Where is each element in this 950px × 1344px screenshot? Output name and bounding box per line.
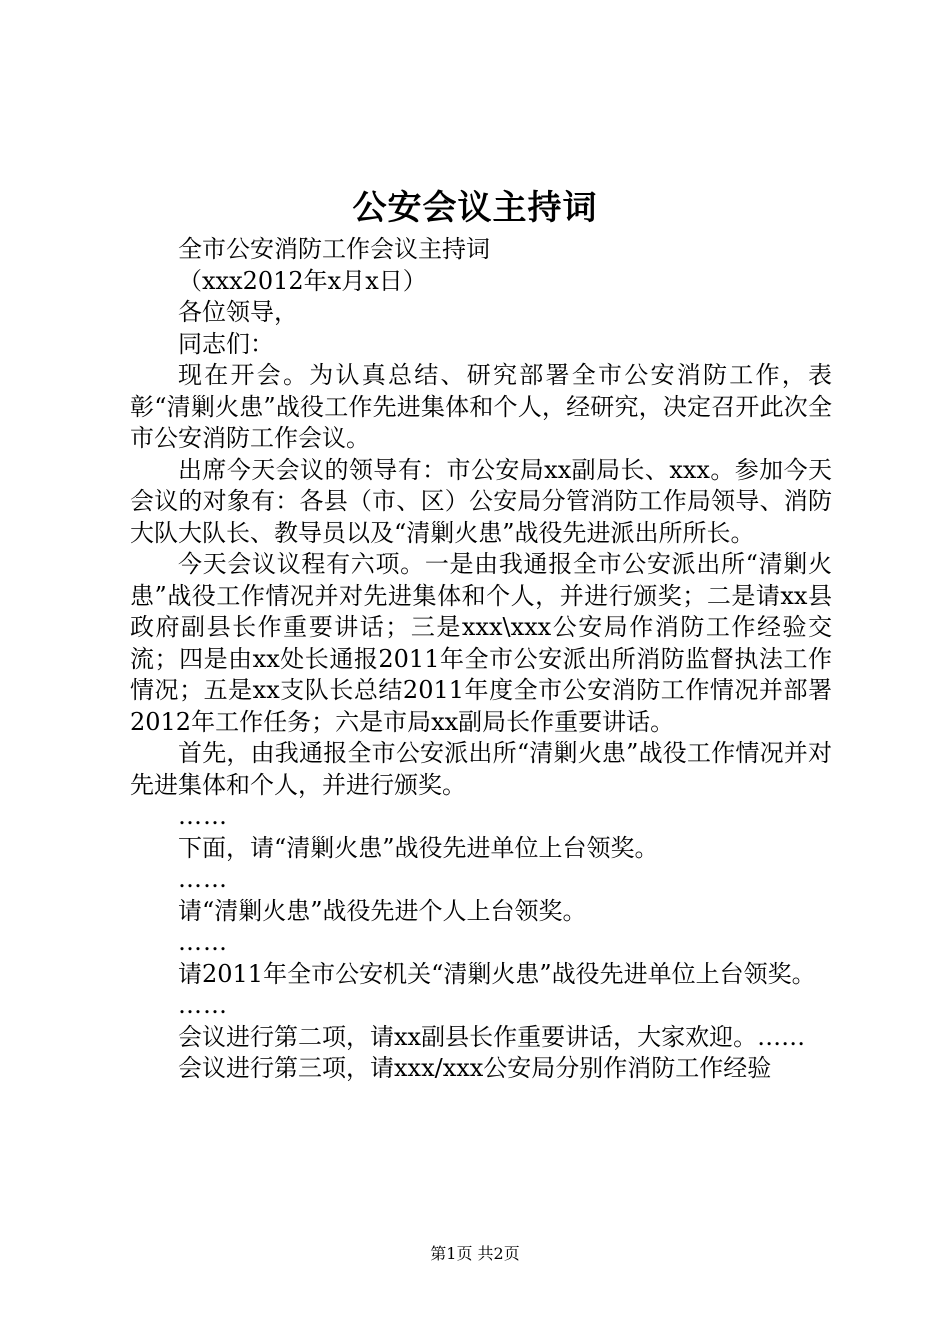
paragraph-first-item: 首先，由我通报全市公安派出所“清剿火患”战役工作情况并对先进集体和个人，并进行颁奖。 xyxy=(130,739,832,799)
ellipsis: …… xyxy=(178,865,228,893)
page-indicator: 第1页 共2页 xyxy=(430,1244,520,1263)
paragraph-opening: 现在开会。为认真总结、研究部署全市公安消防工作，表彰“清剿火患”战役工作先进集体和个人，经研究，决定召开此次全市公安消防工作会议。 xyxy=(130,361,832,452)
paragraph-agenda: 今天会议议程有六项。一是由我通报全市公安派出所“清剿火患”战役工作情况并对先进集体和个人，并进行颁奖；二是请xx县政府副县长作重要讲话；三是xxx\xxx公安局作消防工作经验交流；四是由xx处长通报2011年全市公安派出所消防监督执法工作情况；五是xx支队长总结2011年度全市公安消防工作情况并部署2012年工作任务；六是市局xx副局长作重要讲话。 xyxy=(130,550,832,736)
document-body xyxy=(130,234,832,1085)
paragraph-award-2011-units: 请2011年全市公安机关“清剿火患”战役先进单位上台领奖。 xyxy=(178,959,816,988)
date-line: （xxx2012年x月x日） xyxy=(178,266,427,295)
paragraph-attendees: 出席今天会议的领导有：市公安局xx副局长、xxx。参加今天会议的对象有：各县（市、区）公安局分管消防工作局领导、消防大队大队长、教导员以及“清剿火患”战役先进派出所所长。 xyxy=(130,455,832,547)
paragraph-third-item: 会议进行第三项，请xxx/xxx公安局分别作消防工作经验 xyxy=(178,1054,772,1082)
ellipsis: …… xyxy=(178,991,228,1019)
paragraph-award-units: 下面，请“清剿火患”战役先进单位上台领奖。 xyxy=(178,833,659,862)
salutation-comrades: 同志们： xyxy=(178,329,274,358)
salutation-leaders: 各位领导， xyxy=(178,298,298,326)
ellipsis: …… xyxy=(178,802,228,830)
paragraph-award-individuals: 请“清剿火患”战役先进个人上台领奖。 xyxy=(178,896,587,925)
document-title: 公安会议主持词 xyxy=(352,188,598,228)
subtitle: 全市公安消防工作会议主持词 xyxy=(178,235,490,263)
paragraph-second-item: 会议进行第二项，请xx副县长作重要讲话，大家欢迎。…… xyxy=(178,1022,806,1051)
ellipsis: …… xyxy=(178,928,228,956)
